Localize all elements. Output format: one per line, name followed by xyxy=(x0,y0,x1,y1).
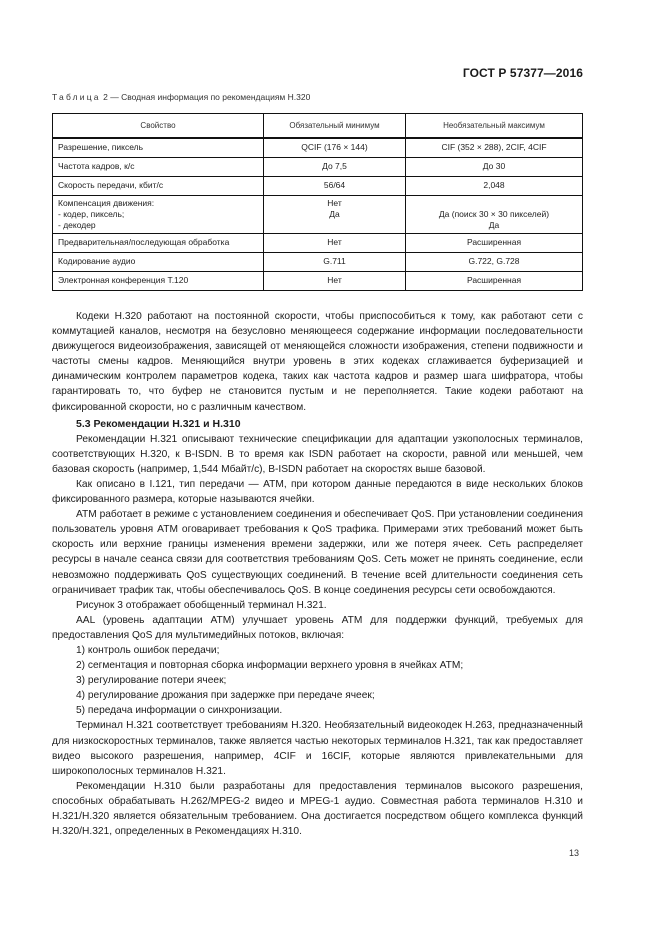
table-caption xyxy=(52,92,310,102)
cell-max: CIF (352 × 288), 2CIF, 4CIF xyxy=(406,138,583,157)
paragraph: Рекомендации H.310 были разработаны для предоставления терминалов высокого разрешения, способных обрабатывать H.262/MPEG-2 видео и MPEG-1 аудио. Совместная работа терминалов H.310 и H.321/H.320 является обязательным требованием. Она достигается посредством общего комплекса функций H.320/H.321, определенных в Рекомендациях H.310. xyxy=(52,780,583,838)
paragraph: Кодеки H.320 работают на постоянной скорости, чтобы приспособиться к тому, как работают сети с коммутацией каналов, несмотря на безусловно меняющееся содержание информации последовательности движущегося видеоизображения, зависящей от меняющейся сложности изображения, степени подвижности и частоты смены кадров. Меняющийся внутри уровень в этих кодеках сглаживается буферизацией и динамическим контролем параметров кодека, таких как частота кадров и размер шага шифратора, чтобы гарантировать то, что буфер не становится пустым и не переполняется. Такие кодеки работают на фиксированной скорости, но с различным качеством. xyxy=(52,311,583,413)
paragraph: ATM работает в режиме с установлением соединения и обеспечивает QoS. При установлении соединения пользователь уровня ATM оговаривает требования к QoS трафика. Примерами этих требований может быть скорость или верхние границы изменения времени задержки, или же потеря ячеек. Сеть распределяет ресурсы в начале сеанса связи для соответствия требованиям QoS. Сеть может не принять соединение, если невозможно поддерживать QoS существующих соединений. В течение всей длительности соединения сеть ограничивает трафик так, чтобы обеспечивалось QoS. В конце соединения ресурсы сети освобождаются. xyxy=(52,509,583,596)
table-row xyxy=(53,233,583,252)
paragraph: Терминал H.321 соответствует требованиям H.320. Необязательный видеокодек H.263, предназначенный для низкоскоростных терминалов, также является частью некоторых терминалов H.321, так как предоставляет видео высокого разрешения, например, 4CIF и 16CIF, которые являются привлекательными для широкополосных терминалов H.321. xyxy=(52,720,583,777)
cell-min: G.711 xyxy=(264,252,406,271)
summary-table xyxy=(52,113,583,291)
cell-min xyxy=(264,195,406,233)
cell-property: Предварительная/последующая обработка xyxy=(53,233,264,252)
cell-max: 2,048 xyxy=(406,176,583,195)
list-item: 4) регулирование дрожания при задержке при передаче ячеек; xyxy=(76,690,375,702)
table-header-row xyxy=(53,114,583,139)
cell-property: Разрешение, пиксель xyxy=(53,138,264,157)
standard-code: ГОСТ Р 57377—2016 xyxy=(462,66,583,80)
column-header-max: Необязательный максимум xyxy=(406,114,583,139)
cell-min-decoder: Да xyxy=(329,208,340,219)
cell-min: Нет xyxy=(264,233,406,252)
table-row xyxy=(53,176,583,195)
paragraph: Рисунок 3 отображает обобщенный терминал H.321. xyxy=(76,599,327,611)
cell-max: Расширенная xyxy=(406,233,583,252)
page-number: 13 xyxy=(569,848,580,858)
table-caption-number: 2 xyxy=(103,92,108,102)
column-header-property: Свойство xyxy=(53,114,264,139)
cell-min-encoder: Нет xyxy=(327,197,342,208)
cell-spacer xyxy=(411,198,577,209)
table-caption-prefix: Таблица xyxy=(52,92,101,102)
paragraph: AAL (уровень адаптации ATM) улучшает уровень ATM для поддержки функций, требуемых для предоставления QoS для мультимедийных потоков, включая: xyxy=(52,614,583,641)
table-row xyxy=(53,271,583,290)
table-caption-text: — Сводная информация по рекомендациям H.320 xyxy=(110,92,311,102)
list-item: 1) контроль ошибок передачи; xyxy=(76,644,220,656)
cell-property: Кодирование аудио xyxy=(53,252,264,271)
body-text xyxy=(52,309,583,839)
cell-property-title: Компенсация движения: xyxy=(58,197,155,208)
cell-property-sub: - кодер, пиксель; xyxy=(58,208,125,219)
cell-max: Расширенная xyxy=(406,271,583,290)
cell-max: До 30 xyxy=(406,157,583,176)
cell-max xyxy=(406,195,583,233)
paragraph: Рекомендации H.321 описывают технические спецификации для адаптации узкополосных терминалов, соответствующих H.320, к B-ISDN. В то время как ISDN работает на скорости, равной или меньшей, чем базовая скорость (например, 1,544 Мбайт/с), B-ISDN работает на скоростях выше базовой. xyxy=(52,433,583,475)
cell-property: Скорость передачи, кбит/с xyxy=(53,176,264,195)
paragraph: Как описано в I.121, тип передачи — ATM, при котором данные передаются в виде нескольких блоков фиксированного размера, которые называются ячейки. xyxy=(52,478,583,506)
cell-max-decoder: Да xyxy=(488,219,500,230)
list-item: 2) сегментация и повторная сборка информации верхнего уровня в ячейках ATM; xyxy=(76,660,464,672)
table-row xyxy=(53,138,583,157)
table-row xyxy=(53,195,583,233)
cell-property: Электронная конференция T.120 xyxy=(53,271,264,290)
column-header-min: Обязательный минимум xyxy=(264,114,406,139)
cell-max-encoder: Да (поиск 30 × 30 пикселей) xyxy=(438,208,550,219)
table-row xyxy=(53,157,583,176)
cell-max: G.722, G.728 xyxy=(406,252,583,271)
table-row xyxy=(53,252,583,271)
section-heading: 5.3 Рекомендации H.321 и H.310 xyxy=(76,417,241,430)
cell-property xyxy=(53,195,264,233)
list-item: 5) передача информации о синхронизации. xyxy=(76,705,283,717)
cell-property-sub: - декодер xyxy=(58,219,96,230)
cell-min: QCIF (176 × 144) xyxy=(264,138,406,157)
list-item: 3) регулирование потери ячеек; xyxy=(76,675,227,687)
cell-property: Частота кадров, к/с xyxy=(53,157,264,176)
cell-min: До 7,5 xyxy=(264,157,406,176)
cell-min: Нет xyxy=(264,271,406,290)
cell-min: 56/64 xyxy=(264,176,406,195)
